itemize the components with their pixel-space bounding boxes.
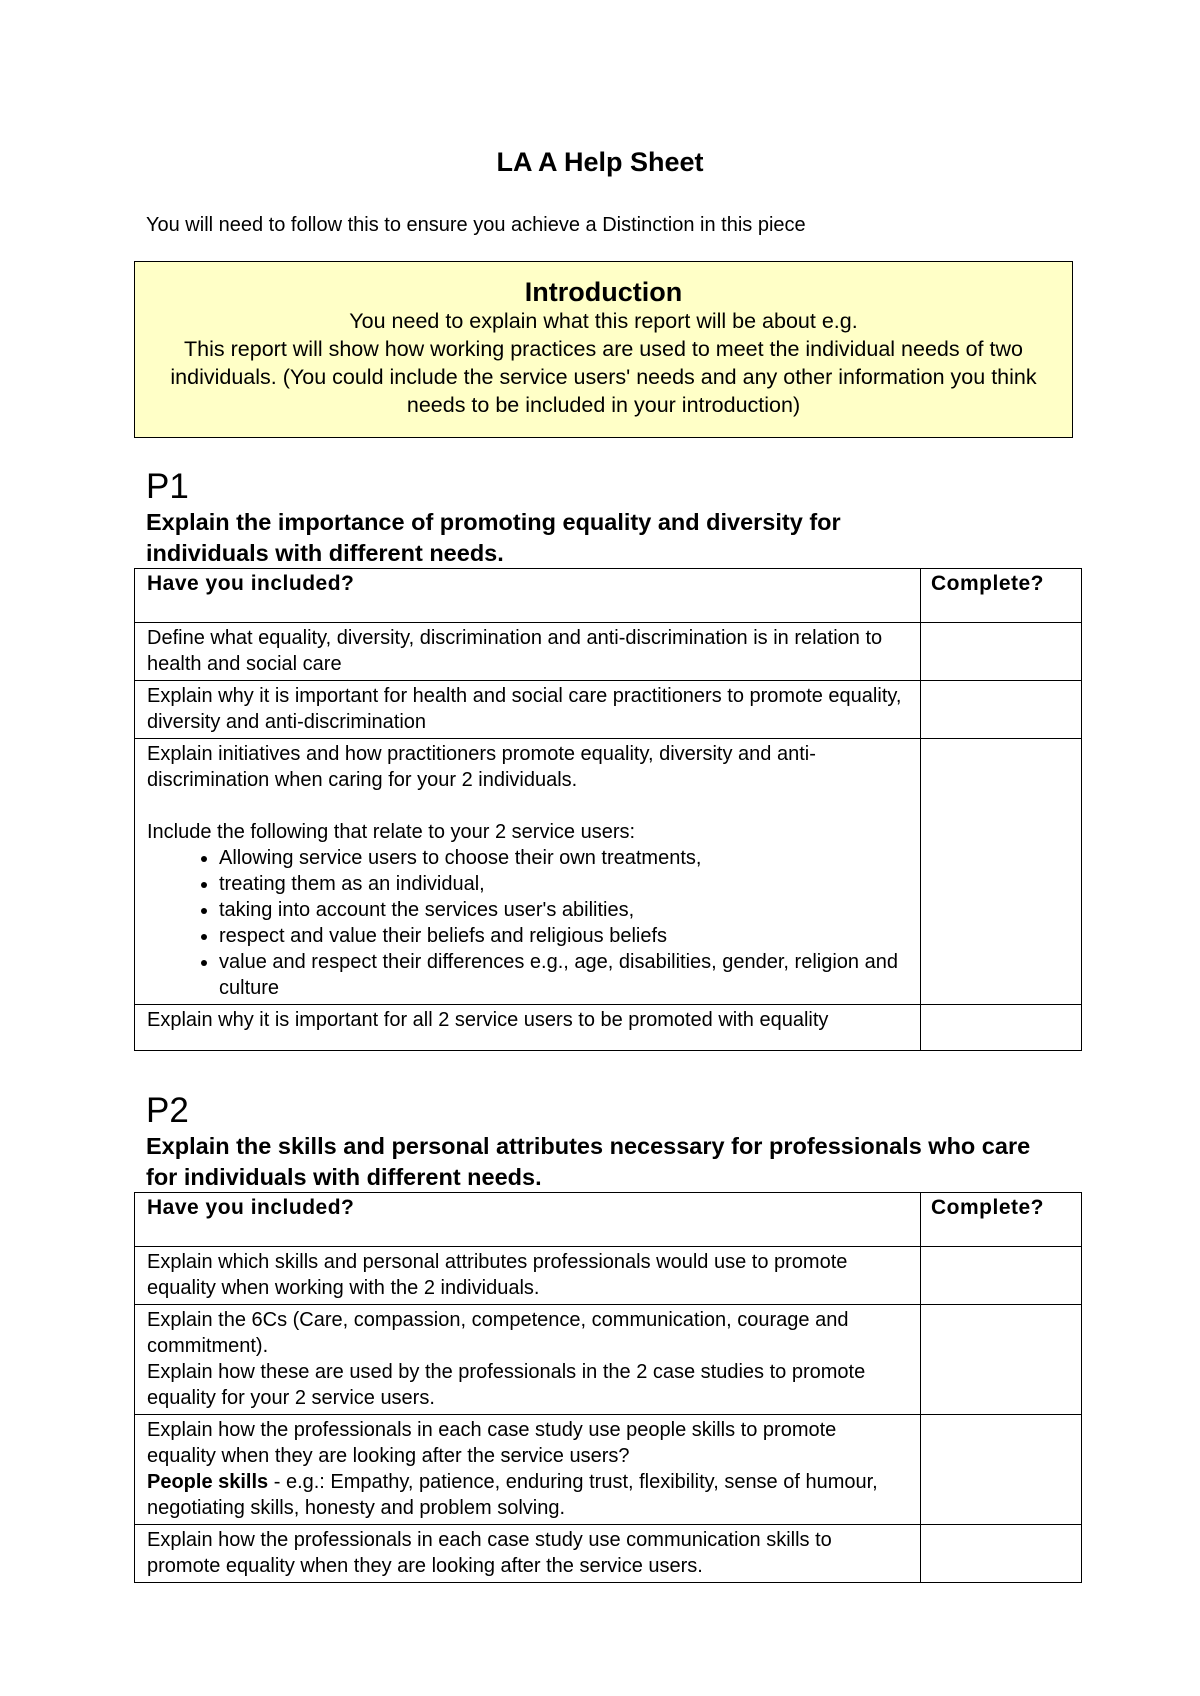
table-row xyxy=(135,1305,1082,1415)
p1-row2-complete-cell[interactable] xyxy=(921,681,1082,739)
p1-section-header xyxy=(146,467,966,569)
list-item: • value and respect their differences e.g., age, disabilities, gender, religion and culture xyxy=(219,949,910,1001)
p1-header-complete: Complete? xyxy=(921,569,1082,623)
p2-row2-complete-cell[interactable] xyxy=(921,1305,1082,1415)
people-skills-description: - e.g.: Empathy, patience, enduring trust, flexibility, sense of humour, negotiating skills, honesty and problem solving. xyxy=(147,1471,878,1519)
p1-row2-text: Explain why it is important for health and social care practitioners to promote equality, diversity and anti-discrimination xyxy=(135,681,921,739)
p1-row1-text: Define what equality, diversity, discrimination and anti-discrimination is in relation to health and social care xyxy=(135,623,921,681)
p1-label: P1 xyxy=(146,467,189,506)
table-row xyxy=(135,1415,1082,1525)
p2-checklist-table xyxy=(134,1192,1082,1583)
p1-row3-text: Explain initiatives and how practitioners promote equality, diversity and anti-discrimination when caring for your 2 individuals. xyxy=(147,743,816,791)
p2-header-row xyxy=(135,1193,1082,1247)
p2-header-included: Have you included? xyxy=(135,1193,921,1247)
p2-header-complete: Complete? xyxy=(921,1193,1082,1247)
list-item: • taking into account the services user's abilities, xyxy=(219,897,910,923)
p2-row4-text: Explain how the professionals in each case study use communication skills to promote equality when they are looking after the service users. xyxy=(135,1525,921,1583)
p2-row3-line1: Explain how the professionals in each case study use people skills to promote equality when they are looking after the service users? xyxy=(147,1419,837,1467)
people-skills-term: People skills xyxy=(147,1471,269,1493)
p1-title: Explain the importance of promoting equality and diversity for individuals with different needs. xyxy=(146,509,841,566)
list-item: • respect and value their beliefs and religious beliefs xyxy=(219,923,910,949)
p1-row3-bullet-list xyxy=(147,845,910,1001)
table-row xyxy=(135,681,1082,739)
list-item: • Allowing service users to choose their own treatments, xyxy=(219,845,910,871)
p2-label: P2 xyxy=(146,1091,189,1130)
p1-row4-text: Explain why it is important for all 2 service users to be promoted with equality xyxy=(135,1005,921,1051)
p1-row3-spacer xyxy=(147,793,910,819)
p1-row3-cell xyxy=(135,739,921,1005)
p1-checklist-table xyxy=(134,568,1082,1051)
p2-row4-complete-cell[interactable] xyxy=(921,1525,1082,1583)
p1-row3-list-intro: Include the following that relate to your 2 service users: xyxy=(147,821,636,843)
table-row xyxy=(135,1005,1082,1051)
introduction-box xyxy=(134,261,1073,438)
p1-row3-complete-cell[interactable] xyxy=(921,739,1082,1005)
table-row xyxy=(135,739,1082,1005)
p2-row2-line2: Explain how these are used by the professionals in the 2 case studies to promote equality for your 2 service users. xyxy=(147,1361,866,1409)
p2-row2-cell xyxy=(135,1305,921,1415)
table-row xyxy=(135,623,1082,681)
p1-header-included: Have you included? xyxy=(135,569,921,623)
p2-section-header xyxy=(146,1091,1046,1193)
p2-row3-line2 xyxy=(147,1469,910,1521)
p2-row1-complete-cell[interactable] xyxy=(921,1247,1082,1305)
list-item: • treating them as an individual, xyxy=(219,871,910,897)
document-subtitle: You will need to follow this to ensure you achieve a Distinction in this piece xyxy=(146,214,806,236)
introduction-line-2: This report will show how working practices are used to meet the individual needs of two individuals. (You could include the service users' needs and any other information you think needs to be included in your introduction) xyxy=(170,337,1037,417)
p2-row3-complete-cell[interactable] xyxy=(921,1415,1082,1525)
p1-row4-complete-cell[interactable] xyxy=(921,1005,1082,1051)
table-row xyxy=(135,1525,1082,1583)
p2-title: Explain the skills and personal attributes necessary for professionals who care for individuals with different needs. xyxy=(146,1133,1031,1190)
table-row xyxy=(135,1247,1082,1305)
p1-header-row xyxy=(135,569,1082,623)
introduction-line-1: You need to explain what this report will be about e.g. xyxy=(349,309,858,333)
p1-row1-complete-cell[interactable] xyxy=(921,623,1082,681)
p2-row2-line1: Explain the 6Cs (Care, compassion, competence, communication, courage and commitment). xyxy=(147,1309,849,1357)
introduction-heading: Introduction xyxy=(524,277,683,307)
p2-row1-text: Explain which skills and personal attributes professionals would use to promote equality when working with the 2 individuals. xyxy=(135,1247,921,1305)
document-title: LA A Help Sheet xyxy=(496,147,704,177)
p2-row3-cell xyxy=(135,1415,921,1525)
